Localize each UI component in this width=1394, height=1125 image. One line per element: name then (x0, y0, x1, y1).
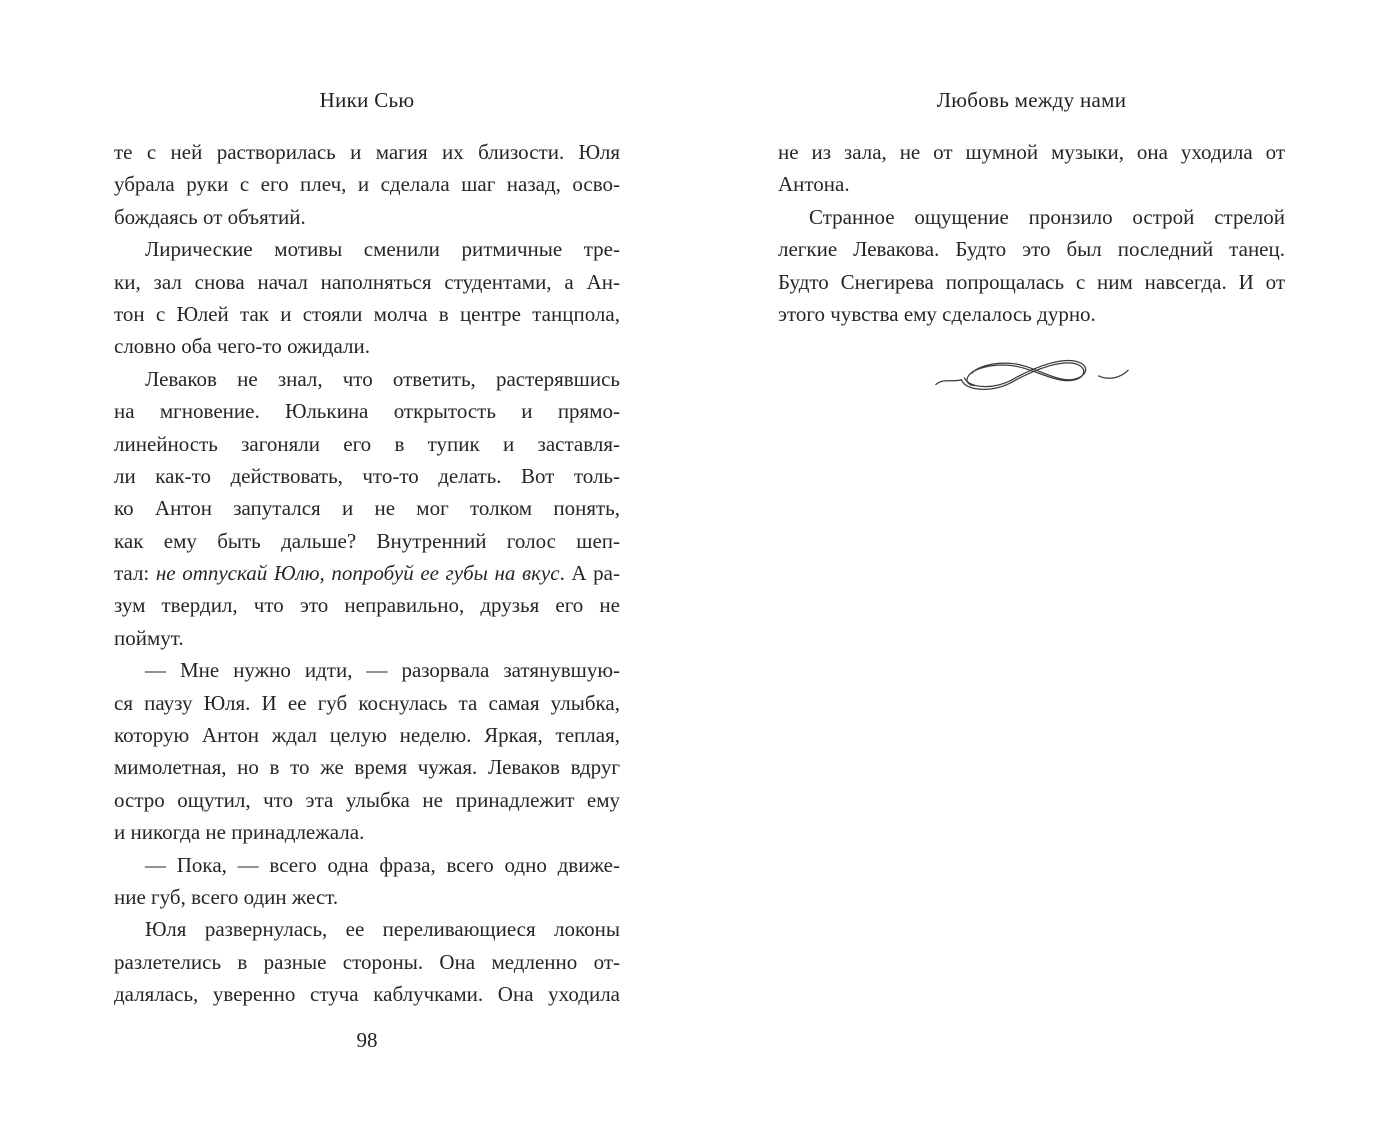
text-line: мимолетная, но в то же время чужая. Леваков вдруг (114, 755, 620, 780)
text-line: словно оба чего-то ожидали. (114, 334, 370, 359)
text-line: разлетелись в разные стороны. Она медленно от- (114, 949, 620, 974)
text-line: Будто Снегирева попрощалась с ним навсегда. И от (778, 269, 1285, 294)
text-line: Странное ощущение пронзило острой стрелой (809, 204, 1285, 229)
text-line: Леваков не знал, что ответить, растерявшись (145, 366, 620, 391)
text-line: и никогда не принадлежала. (114, 820, 365, 845)
text-line: как ему быть дальше? Внутренний голос шеп- (114, 528, 620, 553)
right-page (778, 85, 1285, 403)
text-line: ся паузу Юля. И ее губ коснулась та самая улыбка, (114, 690, 620, 715)
infinity-flourish-icon (778, 352, 1285, 403)
text-line: не из зала, не от шумной музыки, она уходила от (778, 140, 1285, 164)
text-line: — Пока, — всего одна фраза, всего одно движе- (145, 852, 620, 877)
text-line: тал: не отпускай Юлю, попробуй ее губы на вкус. А ра- (114, 561, 620, 586)
text-line: поймут. (114, 625, 184, 650)
text-line: ли как-то действовать, что-то делать. Вот толь- (114, 463, 620, 488)
text-line: остро ощутил, что эта улыбка не принадлежит ему (114, 787, 620, 812)
text-line: ние губ, всего один жест. (114, 884, 339, 909)
running-header-author: Ники Сью (319, 88, 415, 112)
text-line: убрала руки с его плеч, и сделала шаг назад, осво- (114, 172, 620, 197)
text-line: те с ней растворилась и магия их близости. Юля (114, 140, 620, 164)
text-line: тон с Юлей так и стояли молча в центре танцпола, (114, 301, 620, 326)
running-header-book-title: Любовь между нами (936, 88, 1127, 112)
text-line: легкие Левакова. Будто это был последний танец. (778, 237, 1285, 262)
right-page-text (778, 136, 1285, 330)
text-line: этого чувства ему сделалось дурно. (778, 301, 1096, 326)
text-line: — Мне нужно идти, — разорвала затянувшую- (145, 658, 620, 683)
text-line: Лирические мотивы сменили ритмичные тре- (145, 237, 620, 262)
left-page (114, 85, 620, 1053)
text-line: бождаясь от объятий. (114, 204, 306, 229)
text-line: зум твердил, что это неправильно, друзья его не (114, 593, 620, 618)
text-line: ко Антон запутался и не мог толком понять, (114, 496, 620, 521)
text-line: ки, зал снова начал наполняться студентами, а Ан- (114, 269, 620, 294)
page-number: 98 (356, 1027, 378, 1052)
text-line: Антона. (778, 172, 850, 197)
text-line: далялась, уверенно стуча каблучками. Она уходила (114, 982, 620, 1007)
text-line: которую Антон ждал целую неделю. Яркая, теплая, (114, 723, 620, 748)
text-line: линейность загоняли его в тупик и заставля- (114, 431, 620, 456)
text-line: на мгновение. Юлькина открытость и прямо- (114, 399, 620, 424)
left-page-text (114, 136, 620, 1011)
text-line: Юля развернулась, ее переливающиеся локоны (145, 917, 620, 942)
